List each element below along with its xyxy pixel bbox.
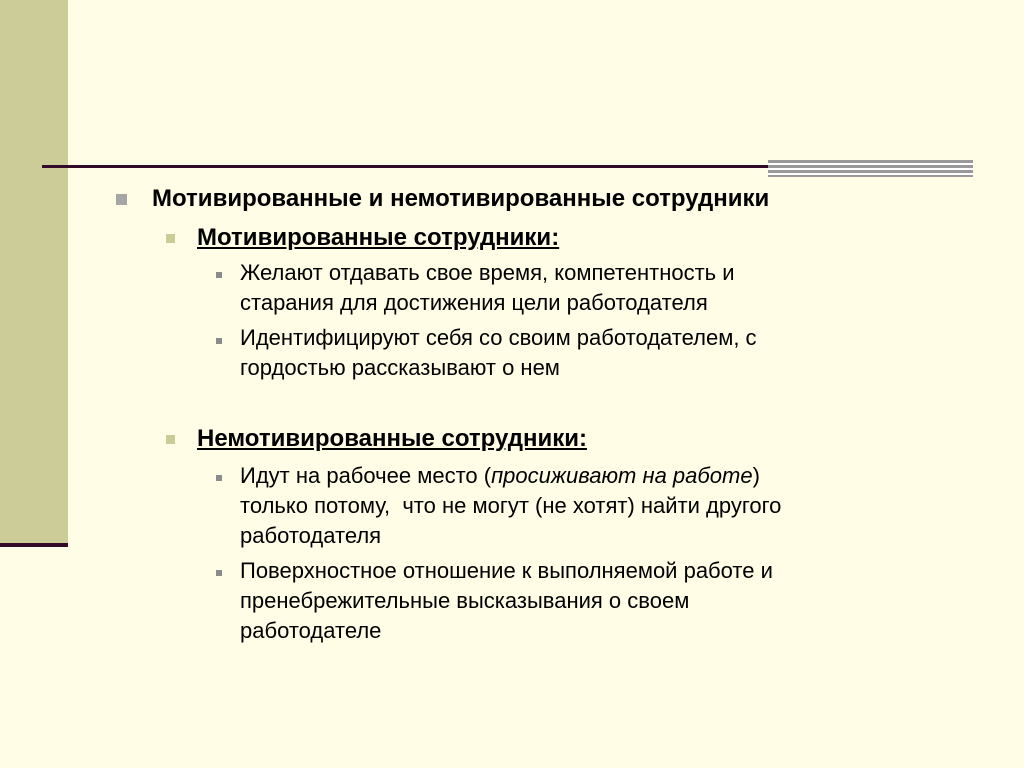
square-bullet-icon — [216, 570, 222, 576]
unmotivated-item-1-italic: просиживают на работе — [491, 463, 753, 488]
accent-stripe-bar — [768, 160, 973, 177]
unmotivated-item-1-suffix: ) — [752, 463, 760, 488]
unmotivated-item-1-line-3: работодателя — [240, 523, 382, 548]
motivated-item-1 — [240, 258, 735, 318]
motivated-item-1-line-2: старания для достижения цели работодателя — [240, 290, 708, 315]
unmotivated-item-1-line-2: только потому, что не могут (не хотят) найти другого — [240, 493, 782, 518]
motivated-label: Мотивированные сотрудники: — [197, 224, 560, 251]
unmotivated-item-1-line-1 — [240, 461, 781, 491]
motivated-item-1-line-1: Желают отдавать свое время, компетентность и — [240, 260, 735, 285]
unmotivated-item-2 — [240, 556, 773, 646]
slide-heading: Мотивированные и немотивированные сотрудники — [152, 185, 770, 212]
square-bullet-icon — [116, 194, 127, 205]
unmotivated-label: Немотивированные сотрудники: — [197, 425, 587, 452]
square-bullet-icon — [166, 435, 175, 444]
square-bullet-icon — [166, 234, 175, 243]
square-bullet-icon — [216, 338, 222, 344]
unmotivated-item-2-line-2: пренебрежительные высказывания о своем — [240, 588, 690, 613]
unmotivated-item-1 — [240, 461, 781, 551]
unmotivated-item-1-prefix: Идут на рабочее место ( — [240, 463, 492, 488]
unmotivated-item-2-line-1: Поверхностное отношение к выполняемой работе и — [240, 558, 773, 583]
motivated-item-2 — [240, 323, 757, 383]
side-band-edge — [0, 543, 68, 547]
square-bullet-icon — [216, 272, 222, 278]
side-band — [0, 0, 68, 547]
unmotivated-item-2-line-3: работодателе — [240, 618, 382, 643]
motivated-item-2-line-2: гордостью рассказывают о нем — [240, 355, 560, 380]
motivated-item-2-line-1: Идентифицируют себя со своим работодателем, с — [240, 325, 757, 350]
square-bullet-icon — [216, 475, 222, 481]
